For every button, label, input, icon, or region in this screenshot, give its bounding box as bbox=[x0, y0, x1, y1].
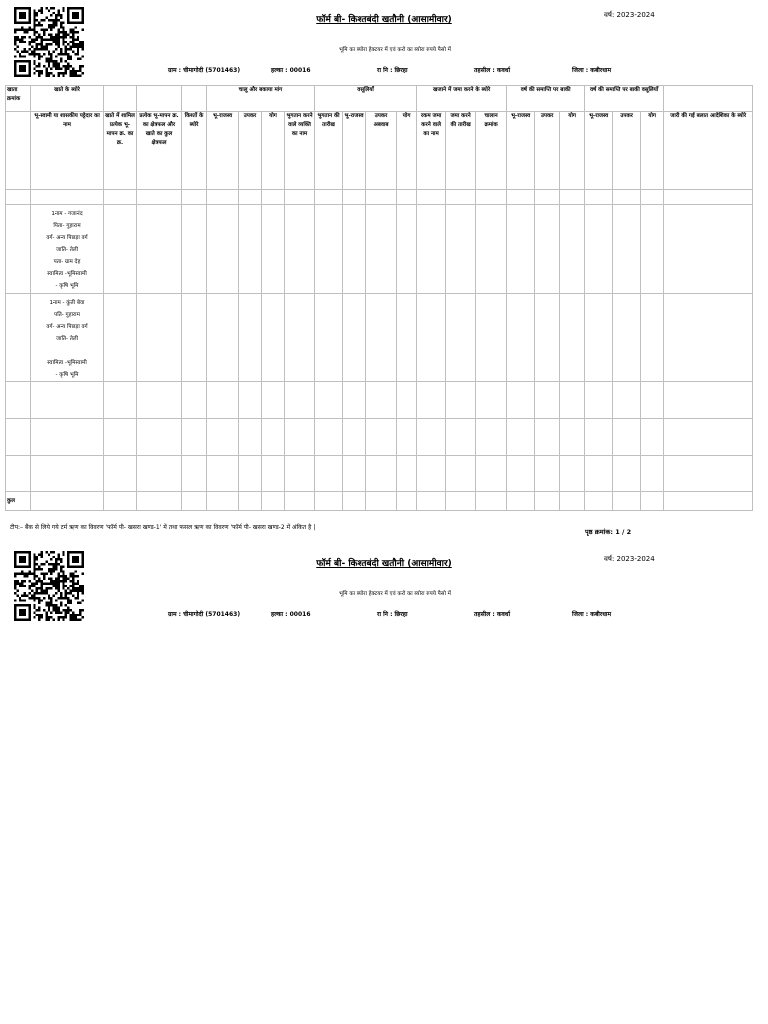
header-challan: चालान क्रमांक bbox=[476, 112, 507, 190]
header-land-revenue: भू-राजस्व bbox=[207, 112, 239, 190]
owner-ownership: स्वामित्व -भूमिस्वामी bbox=[47, 271, 87, 277]
table-row bbox=[6, 190, 753, 205]
owner-caste: जाति- तेली bbox=[55, 247, 79, 253]
footer-note: टीप:– बैंक से लिये गये टर्म ऋण का विवरण 'फॉर्म पी- खसरा खण्ड-1' में तथा फसल ऋण का विवरण 'फॉर्म पी- खसरा खण्ड-2 में अंकित है | bbox=[10, 524, 316, 531]
total-row bbox=[6, 492, 753, 511]
subtitle: भूमि का ब्योरा हेक्टयर में एवं करो का ब्योरा रुपये पैसो में bbox=[339, 47, 451, 53]
header-deposit-date: जमा करने की तारीख bbox=[446, 112, 476, 190]
group-header-row bbox=[6, 86, 753, 112]
owner-category: वर्ग- अन्य पिछड़ा वर्ग bbox=[46, 324, 88, 330]
tehsil: तहसील : कवर्धा bbox=[474, 67, 511, 74]
page-number: पृष्ठ क्रमांक: 1 / 2 bbox=[585, 528, 632, 536]
district: जिला : कबीरधाम bbox=[572, 67, 612, 74]
total-label: कुल bbox=[6, 492, 31, 511]
owner-father: पिता- गुहाराम bbox=[53, 223, 81, 229]
table-row bbox=[6, 419, 753, 456]
header-deposit: खजाने में जमा करने के ब्योरे bbox=[417, 86, 507, 112]
table-row bbox=[6, 382, 753, 419]
village: ग्राम : चीमागोदी (5701463) bbox=[168, 611, 241, 618]
header-recovery: वसूलियाँ bbox=[315, 86, 417, 112]
halka: हल्का : 00016 bbox=[271, 67, 311, 74]
header-khasra: खाते में शामिल प्रत्येक भू-मापन क्र. का क्र. bbox=[104, 112, 137, 190]
owner-caste: जाति- तेली bbox=[55, 336, 79, 342]
table-row bbox=[6, 456, 753, 492]
header-demand: चालू और बकाया मांग bbox=[207, 86, 315, 112]
owner-details bbox=[31, 205, 104, 294]
header-yog: योग bbox=[262, 112, 285, 190]
year-label: वर्ष: 2023-2024 bbox=[604, 555, 655, 563]
owner-category: वर्ग- अन्य पिछड़ा वर्ग bbox=[46, 235, 88, 241]
header-upkar-abwab: उपकर अबवाब bbox=[366, 112, 397, 190]
district: जिला : कबीरधाम bbox=[572, 611, 612, 618]
tehsil: तहसील : कवर्धा bbox=[474, 611, 511, 618]
page-title: फॉर्म बी- किश्तबंदी खतौनी (आसामीवार) bbox=[316, 15, 452, 25]
header-upkar: उपकर bbox=[613, 112, 641, 190]
owner-name: 1नाम - गजानंद bbox=[51, 211, 83, 217]
header-notice: जारी की गई बलात आदेशिका के ब्योरे bbox=[664, 112, 753, 190]
header-area: प्रत्येक भू-मापन क्र. का क्षेत्रफल और खाते का कुल क्षेत्रफल bbox=[137, 112, 182, 190]
owner-name: 1नाम - कुंती बेवा bbox=[49, 300, 85, 306]
header-upkar: उपकर bbox=[535, 112, 560, 190]
header-pay-date: भुगतान की तारीख bbox=[315, 112, 343, 190]
owner-land-type: - कृषि भूमि bbox=[55, 372, 79, 378]
header-year-end-recovery: वर्ष की समाप्ति पर बाकी वसूलियाँ bbox=[585, 86, 664, 112]
owner-land-type: - कृषि भूमि bbox=[55, 283, 79, 289]
revenue-inspector: रा नि : छिरहा bbox=[377, 67, 408, 74]
village: ग्राम : चीमागोदी (5701463) bbox=[168, 67, 241, 74]
header-khata-details: खाते के ब्योरे bbox=[31, 86, 104, 112]
header-land-revenue: भू-राजस्व bbox=[585, 112, 613, 190]
table-row bbox=[6, 294, 753, 382]
header-depositor: रकम जमा करने वाले का नाम bbox=[417, 112, 446, 190]
owner-details bbox=[31, 294, 104, 382]
header-upkar: उपकर bbox=[239, 112, 262, 190]
header-khata-no: खाता क्रमांक bbox=[6, 86, 31, 112]
table-row bbox=[6, 205, 753, 294]
owner-address: पता- ग्राम देह bbox=[53, 259, 81, 265]
revenue-inspector: रा नि : छिरहा bbox=[377, 611, 408, 618]
header-kisht: किश्तों के ब्योरे bbox=[182, 112, 207, 190]
page-title: फॉर्म बी- किश्तबंदी खतौनी (आसामीवार) bbox=[316, 559, 452, 569]
owner-ownership: स्वामित्व -भूमिस्वामी bbox=[47, 360, 87, 366]
year-label: वर्ष: 2023-2024 bbox=[604, 11, 655, 19]
header-land-revenue: भू-राजस्व bbox=[507, 112, 535, 190]
khatauni-table bbox=[5, 85, 753, 511]
owner-address bbox=[32, 345, 102, 357]
header-payer: भुगतान करने वाले व्यक्ति का नाम bbox=[285, 112, 315, 190]
header-yog: योग bbox=[560, 112, 585, 190]
sub-header-row bbox=[6, 112, 753, 190]
header-land-revenue: भू-राजस्व bbox=[343, 112, 366, 190]
subtitle: भूमि का ब्योरा हेक्टयर में एवं करो का ब्योरा रुपये पैसो में bbox=[339, 591, 451, 597]
header-yog: योग bbox=[397, 112, 417, 190]
owner-father: पति- गुहाराम bbox=[54, 312, 80, 318]
header-owner: भू-स्वामी या शासकीय पट्टेदार का नाम bbox=[31, 112, 104, 190]
header-year-end-due: वर्ष की समाप्ति पर बाकी bbox=[507, 86, 585, 112]
header-yog: योग bbox=[641, 112, 664, 190]
halka: हल्का : 00016 bbox=[271, 611, 311, 618]
